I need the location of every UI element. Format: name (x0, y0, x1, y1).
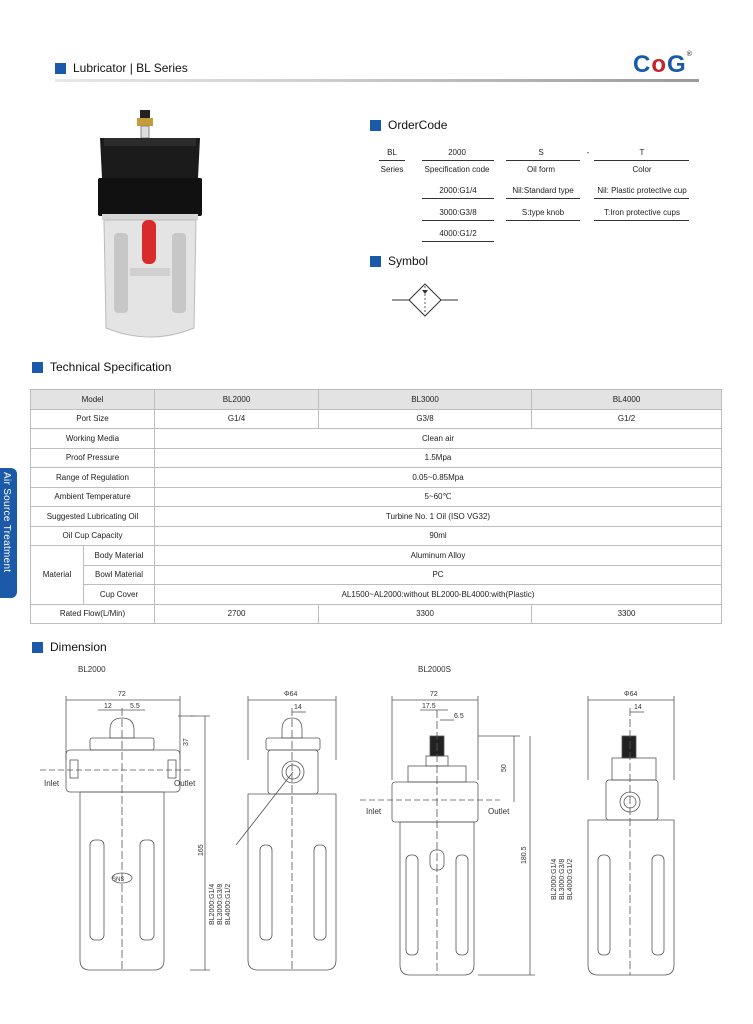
divider (506, 220, 580, 221)
code-oil: S (538, 148, 544, 157)
divider (422, 198, 494, 199)
section-marker-icon (370, 120, 381, 131)
port-label: BL3000:G3/8 (217, 883, 224, 925)
dim-phi64b: Φ64 (624, 691, 638, 698)
dim-165: 165 (198, 844, 205, 856)
dim-37: 37 (183, 738, 190, 746)
label-spec: Specification code (424, 165, 490, 174)
table-row: Oil Cup Capacity 90ml (31, 526, 722, 546)
section-marker-icon (55, 63, 66, 74)
inlet-label-b: Inlet (366, 807, 382, 816)
symbol-section-title: Symbol (370, 254, 428, 268)
lubricator-symbol-icon (390, 282, 460, 322)
divider (422, 220, 494, 221)
dim-14b: 14 (634, 704, 642, 711)
spec-option: 4000:G1/2 (439, 229, 477, 238)
port-label: BL4000:G1/2 (225, 883, 232, 925)
table-row: Ambient Temperature 5~60℃ (31, 487, 722, 507)
code-dash: - (586, 148, 590, 157)
divider (594, 198, 689, 199)
dim-72b: 72 (430, 691, 438, 698)
label-series: Series (380, 165, 404, 174)
outlet-label-b: Outlet (488, 807, 510, 816)
oil-option: Nil:Standard type (512, 186, 574, 195)
product-image (90, 108, 210, 348)
section-marker-icon (370, 256, 381, 267)
divider (594, 160, 689, 161)
table-row: Cup Cover AL1500~AL2000:without BL2000-BL4000:with(Plastic) (31, 585, 722, 605)
sns-mark: SNS (112, 877, 125, 883)
port-label: BL4000:G1/2 (567, 858, 574, 900)
section-marker-icon (32, 642, 43, 653)
port-label: BL3000:G3/8 (559, 858, 566, 900)
ordercode-section-title: OrderCode (370, 118, 447, 132)
dim-17-5: 17.5 (422, 703, 436, 710)
side-tab-label: Air Source Treatment (1, 472, 12, 573)
spec-option: 2000:G1/4 (439, 186, 477, 195)
dim-6-5: 6.5 (454, 713, 464, 720)
dimension-drawings (0, 680, 753, 980)
dim-50: 50 (501, 764, 508, 772)
label-color: Color (632, 165, 652, 174)
table-row: Range of Regulation 0.05~0.85Mpa (31, 468, 722, 488)
color-option: T:Iron protective cups (603, 208, 681, 217)
divider (594, 220, 689, 221)
section-marker-icon (32, 362, 43, 373)
table-row: Material Body Material Aluminum Alloy (31, 546, 722, 566)
brand-logo: CoG® (633, 51, 693, 78)
color-option: Nil: Plastic protective cup (597, 186, 687, 195)
divider (422, 241, 494, 242)
dim-180-5: 180.5 (521, 846, 528, 864)
port-label: BL2000:G1/4 (209, 883, 216, 925)
code-series: BL (387, 148, 397, 157)
divider (506, 198, 580, 199)
table-row: Rated Flow(L/Min) 2700 3300 3300 (31, 604, 722, 624)
drawing-label-bl2000s: BL2000S (418, 665, 451, 674)
page-header (55, 61, 188, 75)
table-row: Bowl Material PC (31, 565, 722, 585)
code-color: T (639, 148, 645, 157)
table-row: Working Media Clean air (31, 429, 722, 449)
port-label: BL2000:G1/4 (551, 858, 558, 900)
table-row: Suggested Lubricating Oil Turbine No. 1 Oil (ISO VG32) (31, 507, 722, 527)
label-oil: Oil form (527, 165, 555, 174)
spec-option: 3000:G3/8 (439, 208, 477, 217)
oil-option: S:type knob (521, 208, 565, 217)
dim-5-5: 5.5 (130, 703, 140, 710)
header-divider (55, 79, 699, 82)
dim-72: 72 (118, 691, 126, 698)
divider (422, 160, 494, 161)
drawing-label-bl2000: BL2000 (78, 665, 106, 674)
dim-phi64: Φ64 (284, 691, 298, 698)
divider (379, 160, 405, 161)
code-spec: 2000 (448, 148, 466, 157)
inlet-label: Inlet (44, 779, 60, 788)
spec-table (30, 389, 722, 624)
dim-12: 12 (104, 703, 112, 710)
side-category-tab (0, 468, 17, 598)
tech-section-title: Technical Specification (32, 360, 171, 374)
dimension-section-title: Dimension (32, 640, 107, 654)
outlet-label: Outlet (174, 779, 196, 788)
dim-14: 14 (294, 704, 302, 711)
page-title: Lubricator | BL Series (73, 61, 188, 75)
table-row: Model BL2000 BL3000 BL4000 (31, 390, 722, 410)
table-row: Proof Pressure 1.5Mpa (31, 448, 722, 468)
table-row: Port Size G1/4 G3/8 G1/2 (31, 409, 722, 429)
divider (506, 160, 580, 161)
